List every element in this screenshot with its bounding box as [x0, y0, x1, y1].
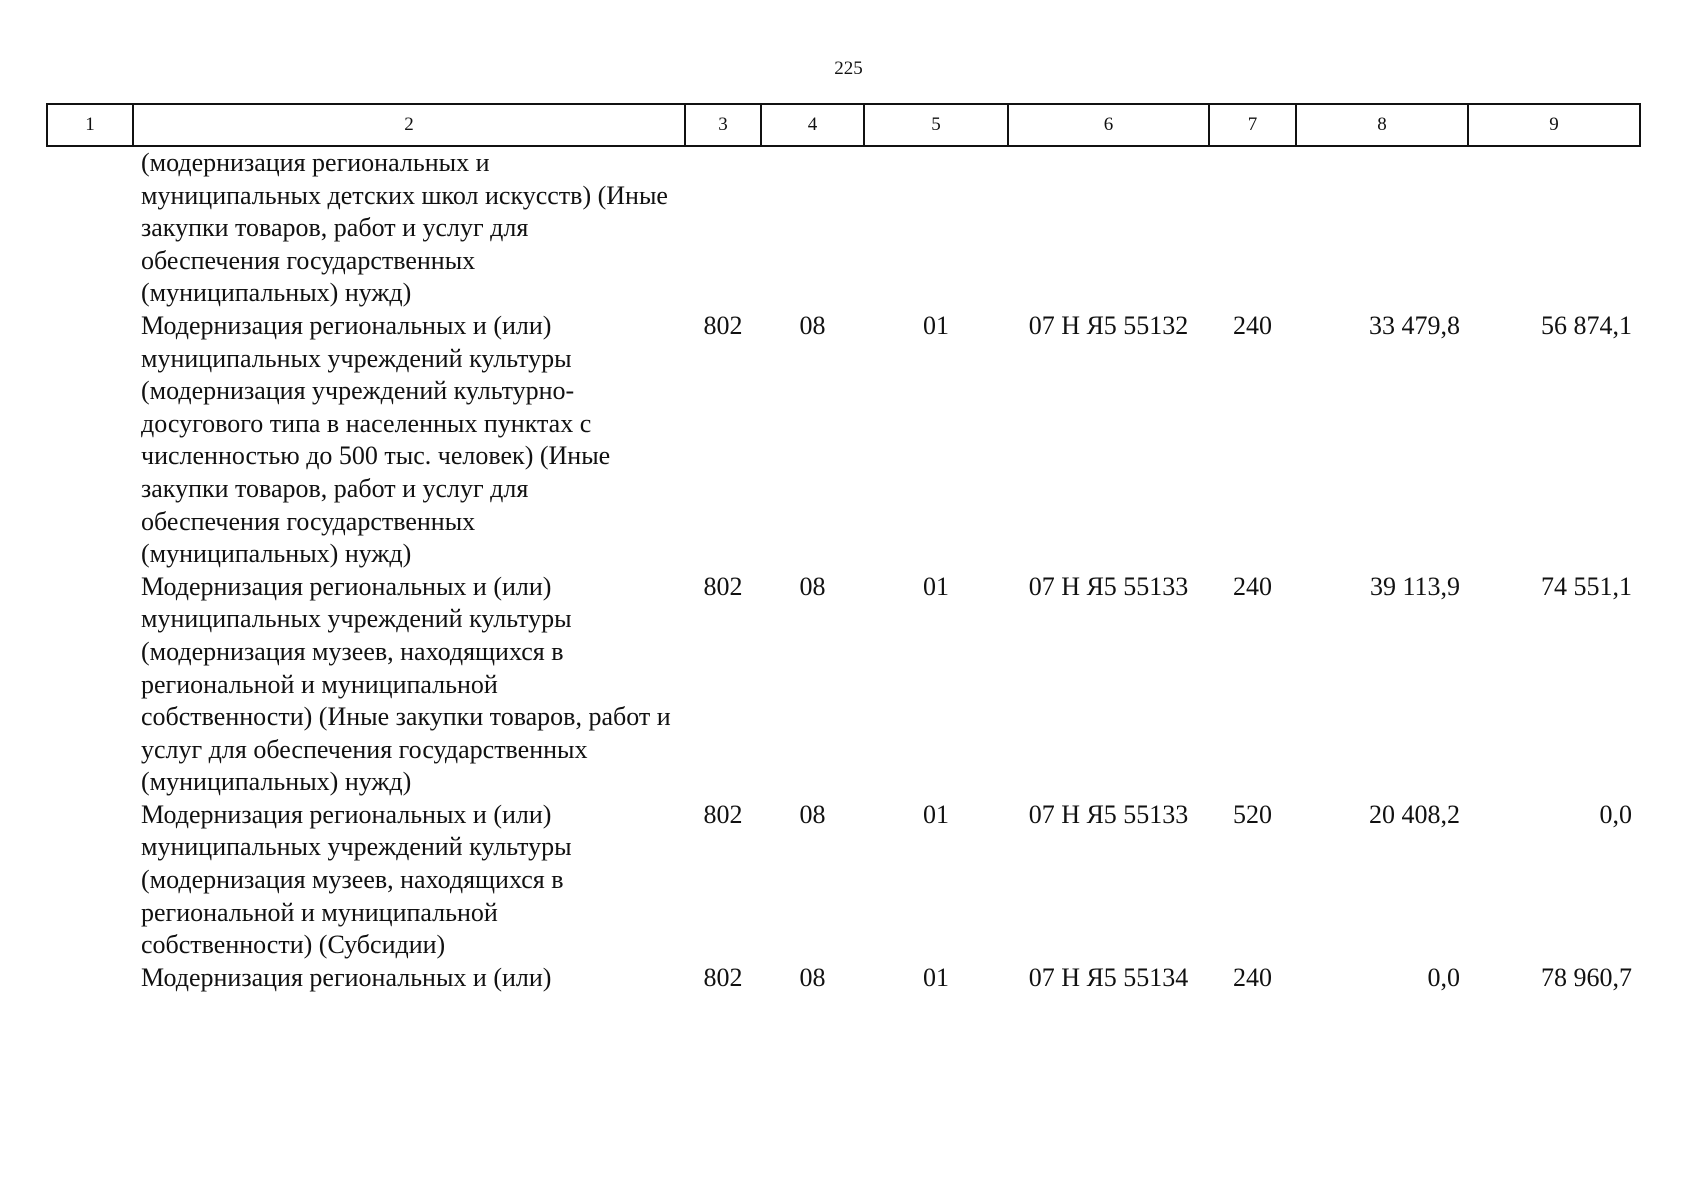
cell-col-1	[47, 799, 133, 962]
header-col-8: 8	[1296, 104, 1468, 146]
table-row	[47, 310, 1640, 571]
cell-col-1	[47, 310, 133, 571]
header-col-5: 5	[864, 104, 1008, 146]
table-body	[47, 146, 1640, 994]
header-col-6: 6	[1008, 104, 1209, 146]
cell-col-7: 240	[1233, 571, 1272, 601]
table-row	[47, 146, 1640, 310]
table-row	[47, 962, 1640, 995]
cell-col-3	[685, 146, 761, 310]
cell-col-6: 07 Н Я5 55134	[1028, 962, 1189, 992]
cell-col-4	[761, 146, 864, 310]
page-number: 225	[834, 58, 863, 79]
cell-col-5: 01	[923, 962, 949, 992]
cell-col-8: 20 408,2	[1369, 799, 1460, 829]
cell-col-4: 08	[799, 962, 826, 992]
cell-col-4: 08	[799, 571, 826, 601]
cell-description: (модернизация региональных и муниципальных детских школ искусств) (Иные закупки товаров, работ и услуг для обеспечения государственных (муниципальных) нужд)	[141, 148, 668, 308]
cell-description: Модернизация региональных и (или) муниципальных учреждений культуры (модернизация учреждений культурно-досугового типа в населенных пунктах с численностью до 500 тыс. человек) (Иные закупки товаров, работ и услуг для обеспечения государственных (муниципальных) нужд)	[141, 310, 611, 569]
header-col-1: 1	[47, 104, 133, 146]
cell-col-5	[864, 146, 1008, 310]
cell-col-5: 01	[923, 799, 949, 829]
cell-col-7: 240	[1233, 962, 1272, 992]
cell-col-9: 78 960,7	[1541, 962, 1632, 992]
cell-col-3: 802	[703, 310, 743, 340]
cell-col-8: 33 479,8	[1369, 310, 1460, 340]
header-col-3: 3	[685, 104, 761, 146]
table-row	[47, 571, 1640, 799]
cell-col-3: 802	[703, 799, 743, 829]
cell-col-1	[47, 146, 133, 310]
cell-description: Модернизация региональных и (или)	[141, 962, 552, 992]
header-col-9: 9	[1468, 104, 1640, 146]
cell-col-8	[1296, 146, 1468, 310]
cell-col-4: 08	[799, 310, 826, 340]
cell-col-9: 56 874,1	[1541, 310, 1632, 340]
cell-col-4: 08	[799, 799, 826, 829]
cell-col-1	[47, 962, 133, 995]
cell-col-1	[47, 571, 133, 799]
cell-col-9: 0,0	[1599, 799, 1632, 829]
cell-col-8: 39 113,9	[1369, 571, 1460, 601]
cell-col-3: 802	[703, 962, 743, 992]
cell-col-5: 01	[923, 571, 949, 601]
cell-description: Модернизация региональных и (или) муниципальных учреждений культуры (модернизация музеев, находящихся в региональной и муниципальной собственности) (Субсидии)	[141, 799, 572, 960]
cell-col-8: 0,0	[1427, 962, 1460, 992]
table-header	[47, 104, 1640, 146]
cell-col-3: 802	[703, 571, 743, 601]
table-row	[47, 799, 1640, 962]
cell-col-5: 01	[923, 310, 949, 340]
cell-col-7: 240	[1233, 310, 1272, 340]
cell-col-6: 07 Н Я5 55133	[1028, 571, 1189, 601]
cell-col-6: 07 Н Я5 55133	[1028, 799, 1189, 829]
cell-col-9: 74 551,1	[1541, 571, 1632, 601]
cell-col-6	[1008, 146, 1209, 310]
cell-col-6: 07 Н Я5 55132	[1028, 310, 1189, 340]
header-col-4: 4	[761, 104, 864, 146]
cell-col-9	[1468, 146, 1640, 310]
header-col-7: 7	[1209, 104, 1296, 146]
budget-table	[46, 103, 1641, 994]
header-col-2: 2	[133, 104, 685, 146]
cell-description: Модернизация региональных и (или) муниципальных учреждений культуры (модернизация музеев, находящихся в региональной и муниципальной собственности) (Иные закупки товаров, работ и услуг для обеспечения государственных (муниципальных) нужд)	[141, 571, 671, 797]
header-row	[47, 104, 1640, 146]
cell-col-7: 520	[1233, 799, 1272, 829]
cell-col-7	[1209, 146, 1296, 310]
